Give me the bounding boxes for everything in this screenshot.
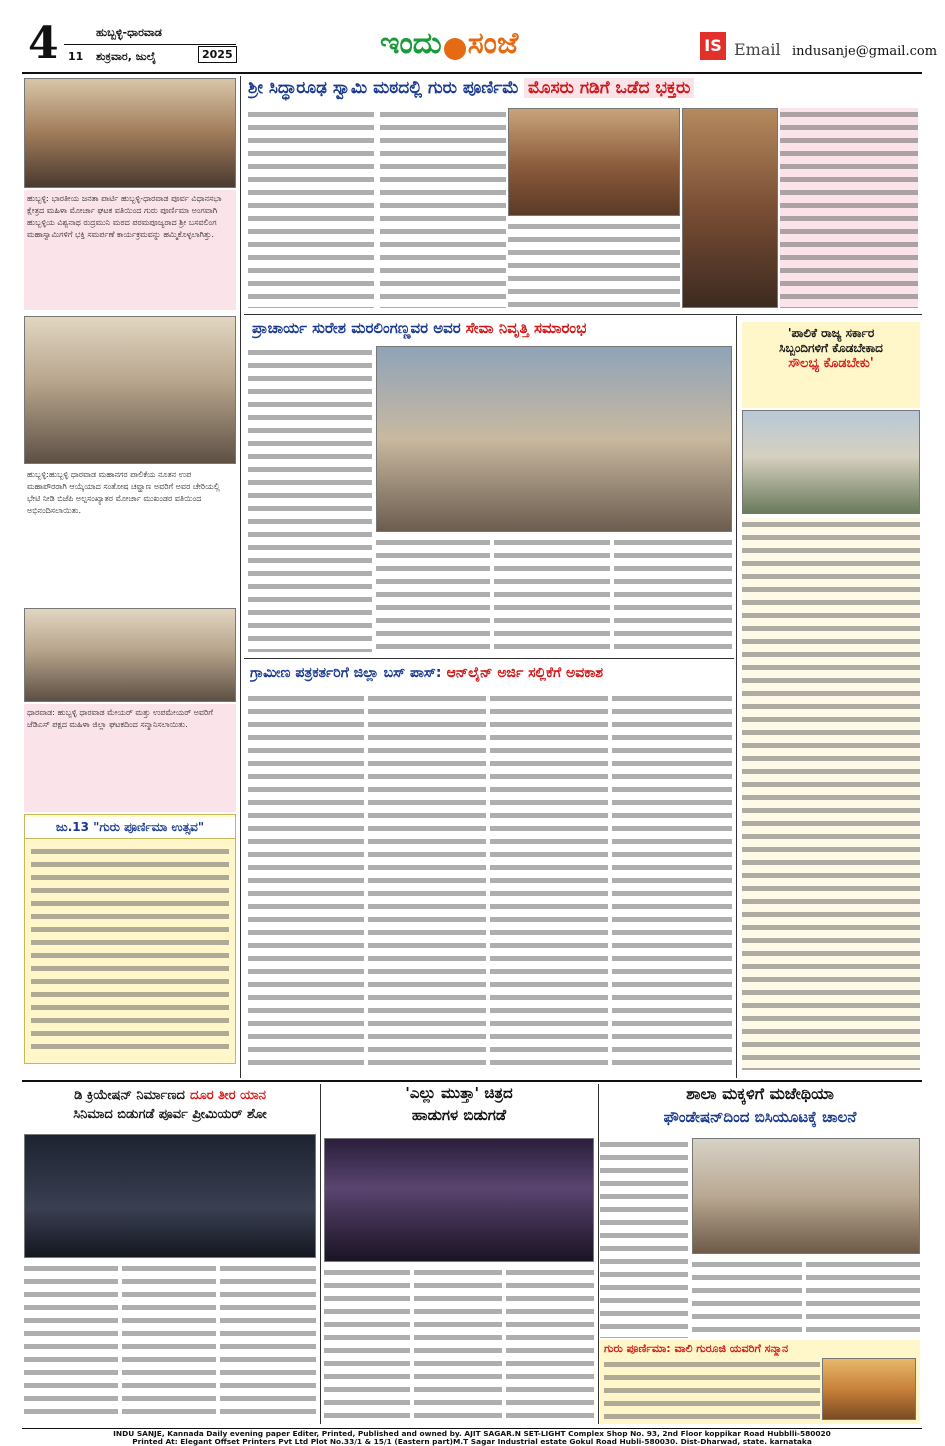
sun-icon [444,38,466,60]
bus-pass-headline [250,662,734,688]
school-meals-photo [692,1138,920,1254]
palike-headline [742,322,920,408]
logo-letters: IS [704,36,722,55]
guru-purnima-body-col4 [508,220,680,308]
edition-number: 11 [68,50,84,63]
email-address: indusanje@gmail.com [792,44,938,59]
dooratheera-body-col2 [122,1262,216,1422]
ellu-mutta-body-col2 [414,1266,502,1422]
rule-2 [244,658,734,659]
ellu-mutta-headline [324,1084,594,1134]
header-divider [64,44,236,45]
date-label: ಶುಕ್ರವಾರ, ಜುಲೈ [96,50,157,63]
dooratheera-headline [24,1084,316,1132]
retirement-headline-part2: ಸೇವಾ ನಿವೃತ್ತಿ ಸಮಾರಂಭ [465,319,587,337]
dooratheera-photo [24,1134,316,1258]
masthead-title-right: ಸಂಜೆ [467,26,519,61]
rule-1 [244,314,922,315]
retirement-headline-part1: ಪ್ರಾಚಾರ್ಯ ಸುರೇಶ ಮರಲಿಂಗಣ್ಣವರ ಅವರ [252,319,461,337]
retirement-headline [252,318,732,344]
footer-line1: INDU SANJE, Kannada Daily evening paper Editer, Printed, Published and owned by. AJIT SAGAR.N SET-LIGHT Complex Shop No. 93, 2nd Floor koppikar Road Hubblli-580020 [113,1430,831,1438]
guru-utsav-body [31,845,229,1057]
guru-utsav-headline: ಜು.13 "ಗುರು ಪೂರ್ಣಿಮಾ ಉತ್ಸವ" [25,817,235,839]
guru-purnima-headline [248,78,918,104]
bus-pass-headline-part1: ಗ್ರಾಮೀಣ ಪತ್ರಕರ್ತರಿಗೆ ಜಿಲ್ಲಾ ಬಸ್ ಪಾಸ್: [250,665,442,681]
city-label: ಹುಬ್ಬಳ್ಳಿ-ಧಾರವಾಡ [96,26,162,39]
guru-sanmana-body [604,1358,820,1420]
masthead [0,0,945,72]
col-divider-left [240,76,241,1078]
school-meals-headline [600,1084,920,1134]
ellu-mutta-headline-line1: 'ಎಲ್ಲು ಮುತ್ತಾ' ಚಿತ್ರದ [405,1084,513,1102]
school-meals-headline-line2: ಫೌಂಡೇಷನ್‌ದಿಂದ ಬಿಸಿಯೂಟಕ್ಕೆ ಚಾಲನೆ [663,1108,857,1126]
guru-purnima-body-col1 [248,108,374,308]
bus-pass-body-col1 [248,692,364,1072]
retirement-body-col2 [376,536,490,652]
masthead-title [380,26,580,66]
header-rule [22,72,922,74]
page-number: 4 [28,18,59,69]
bus-pass-body-col4 [612,692,732,1072]
guru-purnima-photo-center [508,108,680,216]
retirement-body-col1 [248,346,372,652]
retirement-photo [376,346,732,532]
ellu-mutta-headline-line2: ಹಾಡುಗಳ ಬಿಡುಗಡೆ [411,1106,507,1124]
logo-badge [700,32,726,60]
school-meals-headline-line1: ಶಾಲಾ ಮಕ್ಕಳಿಗೆ ಮಜೇಥಿಯಾ [686,1084,834,1103]
school-meals-body-col2 [692,1258,802,1338]
ellu-mutta-photo [324,1138,594,1262]
palike-headline-line2: ಸಿಬ್ಬಂದಿಗಳಿಗೆ ಕೊಡಬೇಕಾದ [779,341,883,355]
col-divider-right [736,316,737,1078]
rule-3 [22,1080,922,1082]
guru-utsav-box [24,814,236,1064]
dooratheera-headline-part2: ದೂರ ತೀರ ಯಾನ [190,1088,266,1103]
col-divider-bottom-2 [598,1084,599,1424]
bus-pass-headline-part2: ಆನ್‌ಲೈನ್ ಅರ್ಜಿ ಸಲ್ಲಿಕೆಗೆ ಅವಕಾಶ [446,665,604,681]
school-meals-body-col3 [806,1258,920,1338]
guru-purnima-body-col2 [380,108,506,308]
dooratheera-headline-part1: ಡಿ ಕ್ರಿಯೇಷನ್ ನಿರ್ಮಾಣದ [74,1088,185,1103]
jds-felicitation-caption: ಧಾರವಾಡ: ಹುಬ್ಬಳ್ಳಿ ಧಾರವಾಡ ಮೇಯರ್ ಮತ್ತು ಉಪಮೇಯರ್ ಅವರಿಗೆ ಜೆಡಿಎಸ್ ಪಕ್ಷದ ಮಹಿಳಾ ಜಿಲ್ಲಾ ಘಟಕದಿಂದ ಸನ್ಮಾನಿಸಲಾಯಿತು. [24,704,236,812]
dooratheera-body-col1 [24,1262,118,1422]
deputy-mayor-photo [24,316,236,464]
year-label: 2025 [198,46,237,63]
palike-photo [742,410,920,514]
jds-felicitation-photo [24,608,236,702]
palike-headline-line3: ಸೌಲಭ್ಯ ಕೊಡಬೇಕು' [788,356,874,371]
guru-sanmana-photo [822,1358,916,1420]
masthead-title-left: ಇಂದು [380,26,442,61]
palike-headline-line1: 'ಪಾಲಿಕೆ ರಾಜ್ಯ ಸರ್ಕಾರ [787,326,875,340]
retirement-body-col3 [494,536,610,652]
bjp-mahila-caption: ಹುಬ್ಬಳ್ಳಿ: ಭಾರತೀಯ ಜನತಾ ಪಾರ್ಟಿ ಹುಬ್ಬಳ್ಳಿ-ಧಾರವಾಡ ಪೂರ್ವ ವಿಧಾನಸಭಾ ಕ್ಷೇತ್ರದ ಮಹಿಳಾ ಮೋರ್ಚಾ ಘಟಕ ವತಿಯಿಂದ ಗುರು ಪೂರ್ಣಿಮಾ ಅಂಗವಾಗಿ ಹುಬ್ಬಳ್ಳಿಯ ವಿಶ್ವನಾಥ ರುದ್ರಮುನಿ ಮಠದ ಪರಮಪೂಜ್ಯರಾದ ಶ್ರೀ ಬಸವಲಿಂಗ ಮಹಾಸ್ವಾಮಿಗಳಿಗೆ ಭಕ್ತಿ ಸಮರ್ಪಣೆ ಕಾರ್ಯಕ್ರಮವನ್ನು ಹಮ್ಮಿಕೊಳ್ಳಲಾಗಿತ್ತು. [24,190,236,310]
deputy-mayor-caption: ಹುಬ್ಬಳ್ಳಿ:ಹುಬ್ಬಳ್ಳಿ ಧಾರವಾಡ ಮಹಾನಗರ ಪಾಲಿಕೆಯ ನೂತನ ಉಪ ಮಹಾಪೌರರಾಗಿ ಆಯ್ಕೆಯಾದ ಸಂತೋಷ ಚವ್ಹಾಣ ಅವರಿಗೆ ಅವರ ಚೇರಿಯಲ್ಲಿ ಭೇಟಿ ನೀಡಿ ಬಿಜೆಪಿ ಅಲ್ಪಸಂಖ್ಯಾತರ ಮೋರ್ಚಾ ಮುಖಂಡರ ವತಿಯಿಂದ ಅಭಿನಂದಿಸಲಾಯಿತು. [27,470,220,515]
bus-pass-body-col3 [490,692,608,1072]
school-meals-body-col1 [600,1138,688,1338]
guru-purnima-headline-part1: ಶ್ರೀ ಸಿದ್ಧಾರೂಢ ಸ್ವಾಮಿ ಮಠದಲ್ಲಿ ಗುರು ಪೂರ್ಣಿಮೆ [248,78,519,98]
guru-purnima-photo-right [682,108,778,308]
ellu-mutta-body-col3 [506,1266,594,1422]
guru-sanmana-box [600,1340,920,1424]
ellu-mutta-body-col1 [324,1266,410,1422]
guru-sanmana-headline: ಗುರು ಪೂರ್ಣಿಮಾ: ವಾಲಿ ಗುರೂಜಿ ಯವರಿಗೆ ಸನ್ಮಾನ [604,1342,789,1355]
dooratheera-headline-line2: ಸಿನಿಮಾದ ಬಿಡುಗಡೆ ಪೂರ್ವ ಪ್ರೀಮಿಯರ್ ಶೋ [73,1107,267,1122]
dooratheera-body-col3 [220,1262,316,1422]
palike-body [742,518,920,1070]
guru-purnima-headline-part2: ಮೊಸರು ಗಡಿಗೆ ಒಡೆದ ಭಕ್ತರು [524,78,694,98]
email-label: Email [734,40,781,59]
footer-rule [22,1428,922,1429]
retirement-body-col4 [614,536,732,652]
bus-pass-body-col2 [368,692,486,1072]
col-divider-bottom-1 [320,1084,321,1424]
guru-purnima-body-col3 [780,108,918,308]
bjp-mahila-photo [24,78,236,188]
footer-line2: Printed At: Elegant Offset Printers Pvt Ltd Plot No.33/1 & 15/1 (Eastern part)M.T Sagar Industrial estate Gokul Road Hubli-580030. Dist-Dharwad, state. karnataka [132,1438,812,1446]
